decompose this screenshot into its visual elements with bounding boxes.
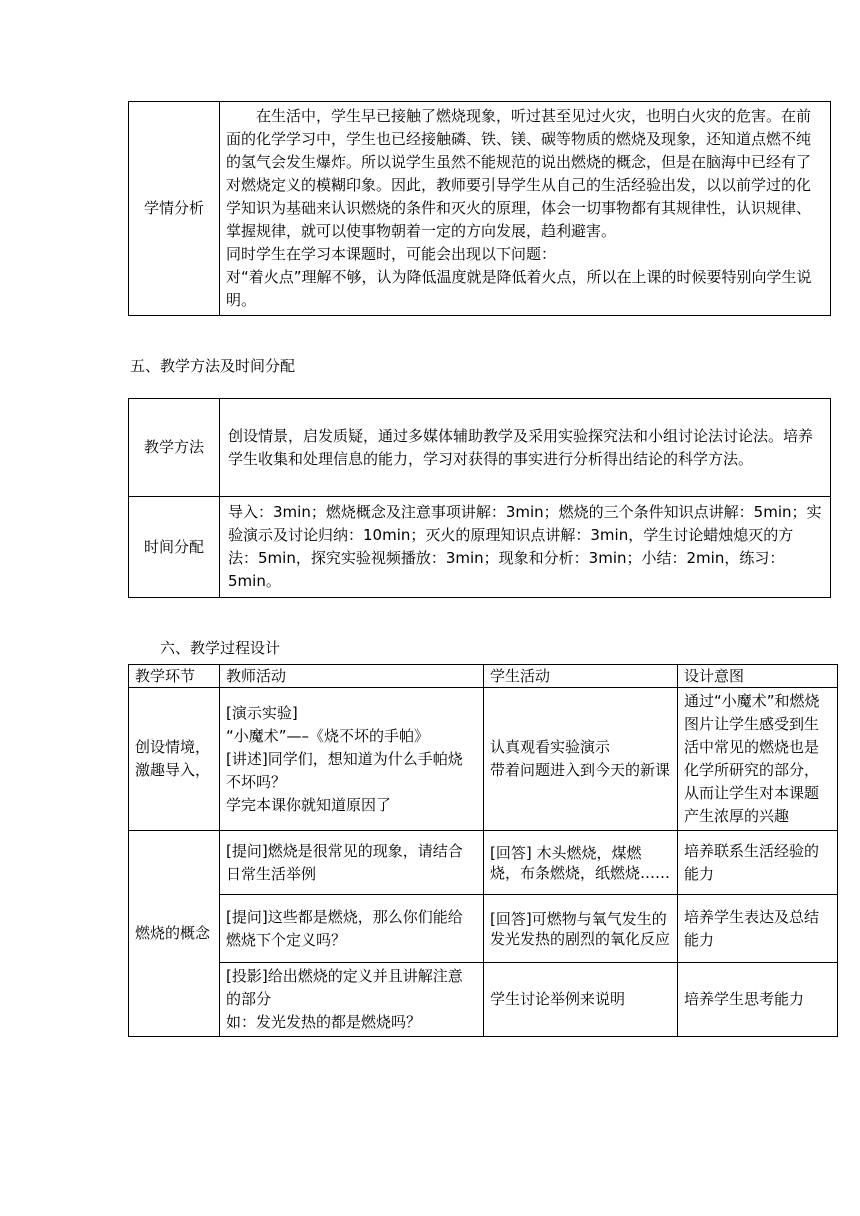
student-activity-cell: [回答] 木头燃烧，煤燃烧，布条燃烧，纸燃烧…… (484, 831, 678, 895)
analysis-paragraph: 同时学生在学习本课题时，可能会出现以下问题： (226, 245, 557, 263)
process-row (129, 831, 838, 895)
process-row (129, 895, 838, 963)
header-stage: 教学环节 (129, 665, 220, 688)
teacher-line: “小魔术”—–《烧不坏的手帕》 (226, 726, 430, 745)
time-row (129, 497, 831, 598)
stage-cell: 创设情境，激趣导入， (129, 688, 220, 831)
teacher-activity-cell: [提问]燃烧是很常见的现象，请结合日常生活举例 (220, 831, 484, 895)
teacher-activity-cell (220, 688, 484, 831)
teacher-line: [投影]给出燃烧的定义并且讲解注意的部分 (226, 967, 463, 1008)
student-analysis-content (220, 102, 831, 316)
teacher-line: 学完本课你就知道原因了 (226, 795, 392, 814)
teacher-line: [讲述]同学们，想知道为什么手帕烧不坏吗？ (226, 749, 463, 791)
process-table (128, 664, 838, 1037)
student-line: 认真观看实验演示 (490, 738, 611, 756)
teacher-activity-cell (220, 963, 484, 1037)
student-analysis-label: 学情分析 (129, 102, 220, 316)
design-intent-cell: 培养学生表达及总结能力 (678, 895, 838, 963)
time-label: 时间分配 (129, 497, 220, 598)
section6-heading: 六、教学过程设计 (160, 639, 281, 657)
time-content: 导入：3min；燃烧概念及注意事项讲解：3min；燃烧的三个条件知识点讲解：5min；实验演示及讨论归纳：10min；灭火的原理知识点讲解：3min，学生讨论蜡烛熄灭的方法：5min，探究实验视频播放：3min；现象和分析：3min；小结：2min，练习：5min。 (220, 497, 831, 598)
process-row (129, 688, 838, 831)
design-intent-cell: 培养联系生活经验的能力 (678, 831, 838, 895)
header-student: 学生活动 (484, 665, 678, 688)
method-content: 创设情景，启发质疑，通过多媒体辅助教学及采用实验探究法和小组讨论法讨论法。培养学生收集和处理信息的能力，学习对获得的事实进行分析得出结论的科学方法。 (220, 399, 831, 497)
student-activity-cell (484, 688, 678, 831)
header-teacher: 教师活动 (220, 665, 484, 688)
teacher-activity-cell: [提问]这些都是燃烧，那么你们能给燃烧下个定义吗？ (220, 895, 484, 963)
stage-cell: 燃烧的概念 (129, 831, 220, 1037)
student-analysis-table (128, 101, 831, 316)
analysis-paragraph: 在生活中，学生早已接触了燃烧现象，听过甚至见过火灾，也明白火灾的危害。在前面的化学学习中，学生也已经接触磷、铁、镁、碳等物质的燃烧及现象，还知道点燃不纯的氢气会发生爆炸。所以说学生虽然不能规范的说出燃烧的概念，但是在脑海中已经有了对燃烧定义的模糊印象。因此，教师要引导学生从自己的生活经验出发，以以前学过的化学知识为基础来认识燃烧的条件和灭火的原理，体会一切事物都有其规律性，认识规律、掌握规律，就可以使事物朝着一定的方向发展，趋利避害。 (226, 107, 812, 240)
student-analysis-row (129, 102, 831, 316)
teacher-line: [演示实验] (226, 703, 298, 722)
header-intent: 设计意图 (678, 665, 838, 688)
design-intent-cell: 通过“小魔术”和燃烧图片让学生感受到生活中常见的燃烧也是化学所研究的部分，从而让学生对本课题产生浓厚的兴趣 (678, 688, 838, 831)
student-activity-cell: [回答]可燃物与氧气发生的发光发热的剧烈的氧化反应 (484, 895, 678, 963)
analysis-paragraph: 对“着火点”理解不够，认为降低温度就是降低着火点，所以在上课的时候要特别向学生说明。 (226, 268, 812, 309)
process-row (129, 963, 838, 1037)
method-row (129, 399, 831, 497)
student-activity-cell: 学生讨论举例来说明 (484, 963, 678, 1037)
method-label: 教学方法 (129, 399, 220, 497)
student-line: 带着问题进入到今天的新课 (490, 761, 671, 779)
design-intent-cell: 培养学生思考能力 (678, 963, 838, 1037)
teacher-line: 如：发光发热的都是燃烧吗？ (226, 1013, 422, 1031)
method-table (128, 398, 831, 598)
section5-heading: 五、教学方法及时间分配 (130, 357, 296, 375)
process-header-row (129, 665, 838, 688)
